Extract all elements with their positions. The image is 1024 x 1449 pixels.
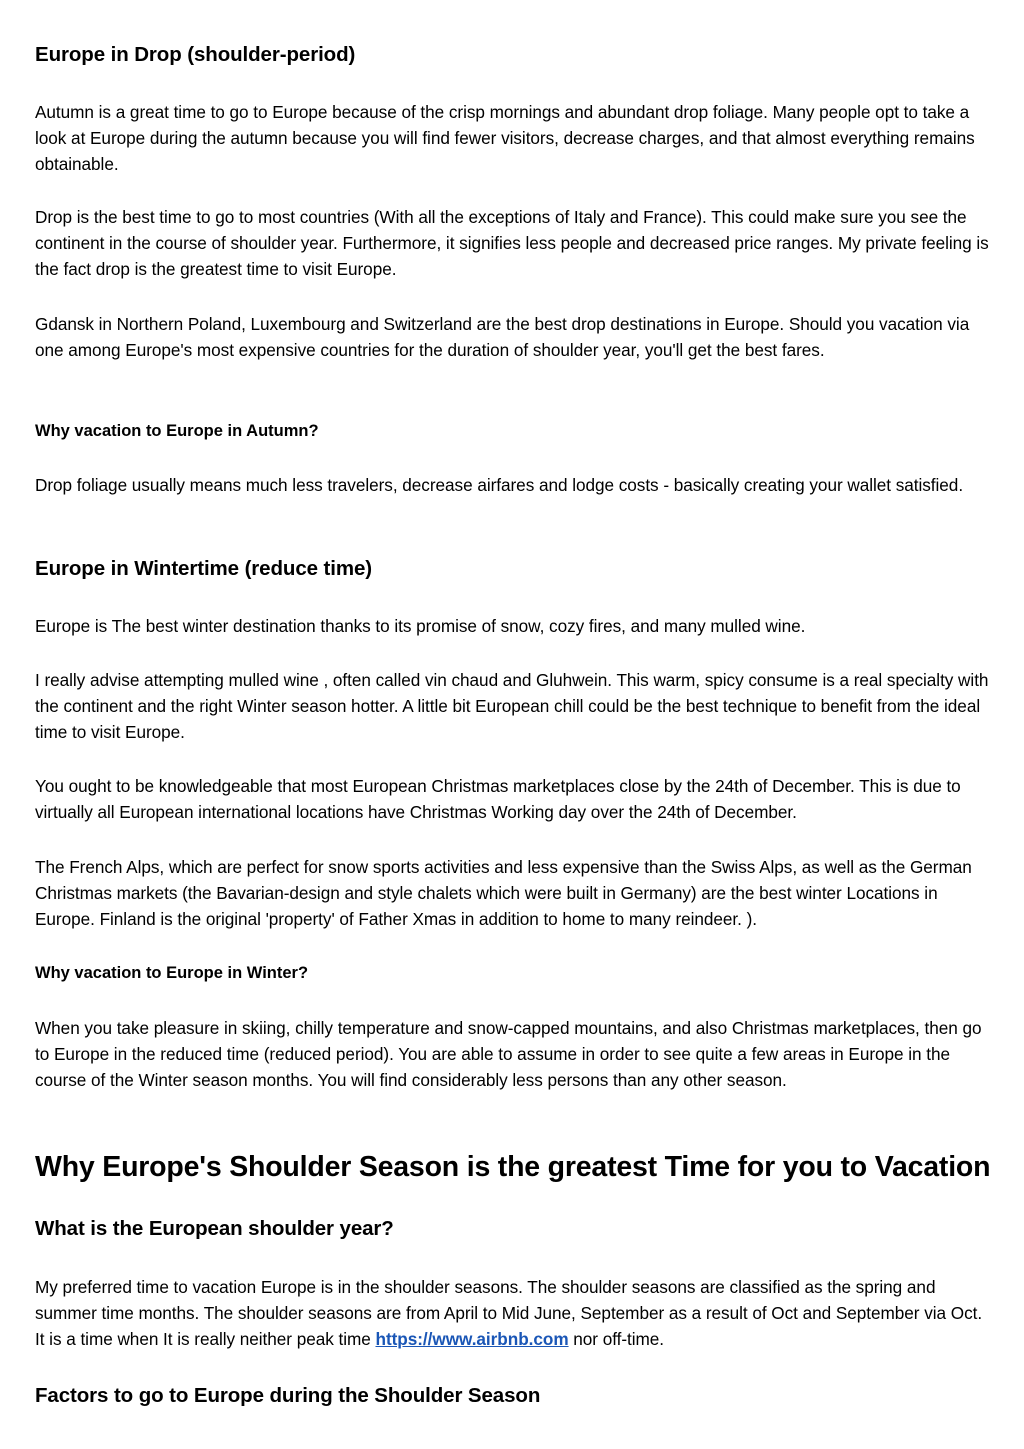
subheading-why-winter: Why vacation to Europe in Winter? xyxy=(35,964,309,982)
section-heading-autumn: Europe in Drop (shoulder-period) xyxy=(35,43,356,66)
subheading-why-autumn: Why vacation to Europe in Autumn? xyxy=(35,422,319,440)
article-title-shoulder-season: Why Europe's Shoulder Season is the greatest Time for you to Vacation xyxy=(35,1151,991,1183)
paragraph-winter-mulled-wine: I really advise attempting mulled wine , often called vin chaud and Gluhwein. This warm, spicy consume is a real specialty with the continent and the right Winter season hotter. A little bit European chill could be the best technique to benefit from the ideal time to visit Europe. xyxy=(35,670,989,742)
paragraph-autumn-best-time: Drop is the best time to go to most countries (With all the exceptions of Italy and France). This could make sure you see the continent in the course of shoulder year. Furthermore, it signifies less people and decreased price ranges. My private feeling is the fact drop is the greatest time to visit Europe. xyxy=(35,207,989,279)
paragraph-autumn-intro: Autumn is a great time to go to Europe because of the crisp mornings and abundant drop foliage. Many people opt to take a look at Europe during the autumn because you will find fewer visitors, decrease charges, and that almost everything remains obtainable. xyxy=(35,102,975,174)
section-heading-factors: Factors to go to Europe during the Shoulder Season xyxy=(35,1384,541,1407)
paragraph-winter-intro: Europe is The best winter destination thanks to its promise of snow, cozy fires, and many mulled wine. xyxy=(35,616,806,636)
paragraph-why-winter: When you take pleasure in skiing, chilly temperature and snow-capped mountains, and also Christmas marketplaces, then go to Europe in the reduced time (reduced period). You are able to assume in order to see quite a few areas in Europe in the course of the Winter season months. You will find considerably less persons than any other season. xyxy=(35,1018,982,1090)
section-heading-winter: Europe in Wintertime (reduce time) xyxy=(35,557,372,580)
airbnb-link[interactable]: https://www.airbnb.com xyxy=(375,1329,569,1349)
section-heading-what-is-shoulder: What is the European shoulder year? xyxy=(35,1217,394,1240)
paragraph-autumn-destinations: Gdansk in Northern Poland, Luxembourg and Switzerland are the best drop destinations in Europe. Should you vacation via one among Europe's most expensive countries for the duration of shoulder year, you'll get the best fares. xyxy=(35,314,970,360)
paragraph-shoulder-seasons xyxy=(35,1274,995,1352)
paragraph-winter-christmas-markets: You ought to be knowledgeable that most European Christmas marketplaces close by the 24th of December. This is due to virtually all European international locations have Christmas Working day over the 24th of December. xyxy=(35,776,961,822)
paragraph-shoulder-text-after-link: nor off-time. xyxy=(568,1329,665,1349)
paragraph-winter-destinations: The French Alps, which are perfect for snow sports activities and less expensive than the Swiss Alps, as well as the German Christmas markets (the Bavarian-design and style chalets which were built in Germany) are the best winter Locations in Europe. Finland is the original 'property' of Father Xmas in addition to home to many reindeer. ). xyxy=(35,857,972,929)
paragraph-shoulder-text-before-link: My preferred time to vacation Europe is in the shoulder seasons. The shoulder seasons are classified as the spring and summer time months. The shoulder seasons are from April to Mid June, September as a result of Oct and September via Oct. It is a time when It is really neither peak time xyxy=(35,1277,983,1349)
paragraph-why-autumn: Drop foliage usually means much less travelers, decrease airfares and lodge costs - basically creating your wallet satisfied. xyxy=(35,475,964,495)
